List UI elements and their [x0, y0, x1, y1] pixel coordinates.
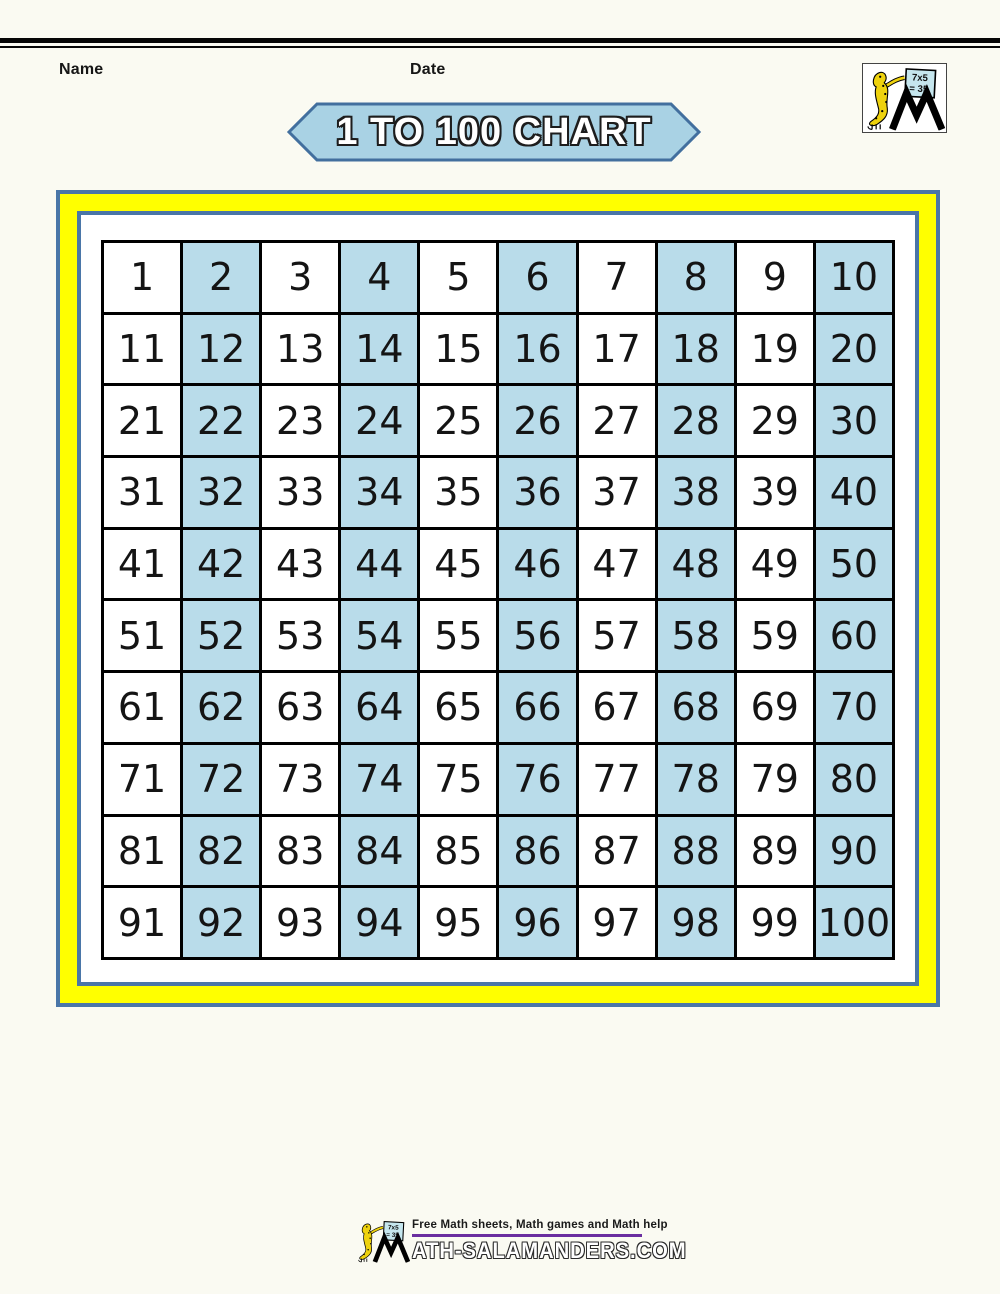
grid-cell: 58	[656, 600, 735, 672]
top-divider-thin	[0, 46, 1000, 48]
grid-cell: 97	[577, 887, 656, 959]
grid-cell: 34	[340, 457, 419, 529]
grid-cell: 60	[814, 600, 893, 672]
grid-cell: 18	[656, 313, 735, 385]
grid-cell: 68	[656, 672, 735, 744]
grid-cell: 81	[103, 815, 182, 887]
grid-row	[103, 242, 894, 314]
grid-cell: 80	[814, 743, 893, 815]
grid-cell: 74	[340, 743, 419, 815]
grid-cell: 38	[656, 457, 735, 529]
grid-cell: 37	[577, 457, 656, 529]
grid-cell: 56	[498, 600, 577, 672]
grid-cell: 75	[419, 743, 498, 815]
footer-text-block	[412, 1214, 710, 1264]
grid-cell: 29	[735, 385, 814, 457]
grid-cell: 25	[419, 385, 498, 457]
grid-cell: 79	[735, 743, 814, 815]
grid-cell: 53	[261, 600, 340, 672]
grid-cell: 54	[340, 600, 419, 672]
grid-cell: 14	[340, 313, 419, 385]
grid-cell: 32	[182, 457, 261, 529]
grid-cell: 40	[814, 457, 893, 529]
grid-row	[103, 672, 894, 744]
grid-cell: 3	[261, 242, 340, 314]
grid-cell: 15	[419, 313, 498, 385]
grid-cell: 47	[577, 528, 656, 600]
grid-cell: 71	[103, 743, 182, 815]
page-title: 1 TO 100 CHART	[336, 110, 652, 153]
grid-cell: 39	[735, 457, 814, 529]
grid-cell: 46	[498, 528, 577, 600]
grid-cell: 42	[182, 528, 261, 600]
grid-cell: 19	[735, 313, 814, 385]
grid-cell: 36	[498, 457, 577, 529]
grid-cell: 43	[261, 528, 340, 600]
grid-cell: 90	[814, 815, 893, 887]
grid-cell: 22	[182, 385, 261, 457]
grid-row	[103, 528, 894, 600]
chart-frame-inner	[77, 211, 919, 986]
grid-cell: 48	[656, 528, 735, 600]
grid-row	[103, 815, 894, 887]
grid-cell: 52	[182, 600, 261, 672]
grid-cell: 33	[261, 457, 340, 529]
grid-cell: 66	[498, 672, 577, 744]
grid-cell: 65	[419, 672, 498, 744]
footer-tagline: Free Math sheets, Math games and Math help	[412, 1219, 668, 1231]
grid-cell: 59	[735, 600, 814, 672]
grid-cell: 27	[577, 385, 656, 457]
grid-cell: 26	[498, 385, 577, 457]
grid-cell: 85	[419, 815, 498, 887]
grid-cell: 4	[340, 242, 419, 314]
grid-row	[103, 313, 894, 385]
footer-site-name: ATH-SALAMANDERS.COM	[412, 1238, 687, 1263]
grid-cell: 21	[103, 385, 182, 457]
grid-cell: 20	[814, 313, 893, 385]
grid-cell: 84	[340, 815, 419, 887]
grid-cell: 94	[340, 887, 419, 959]
grid-cell: 76	[498, 743, 577, 815]
grid-cell: 31	[103, 457, 182, 529]
grid-cell: 16	[498, 313, 577, 385]
grid-row	[103, 457, 894, 529]
number-grid	[101, 240, 895, 960]
grid-cell: 50	[814, 528, 893, 600]
grid-cell: 67	[577, 672, 656, 744]
grid-cell: 70	[814, 672, 893, 744]
footer-salamander-logo-icon	[356, 1217, 410, 1265]
site-logo	[862, 63, 947, 133]
grid-cell: 91	[103, 887, 182, 959]
grid-cell: 23	[261, 385, 340, 457]
grid-cell: 100	[814, 887, 893, 959]
grid-cell: 63	[261, 672, 340, 744]
grid-cell: 35	[419, 457, 498, 529]
grid-cell: 45	[419, 528, 498, 600]
grid-cell: 10	[814, 242, 893, 314]
name-label: Name	[59, 61, 104, 78]
date-label: Date	[410, 61, 446, 78]
grid-cell: 51	[103, 600, 182, 672]
title-banner	[287, 101, 701, 163]
grid-cell: 86	[498, 815, 577, 887]
grid-cell: 95	[419, 887, 498, 959]
grid-row	[103, 887, 894, 959]
grid-cell: 83	[261, 815, 340, 887]
grid-cell: 89	[735, 815, 814, 887]
grid-cell: 44	[340, 528, 419, 600]
grid-cell: 41	[103, 528, 182, 600]
grid-cell: 9	[735, 242, 814, 314]
grid-row	[103, 600, 894, 672]
grid-cell: 57	[577, 600, 656, 672]
salamander-logo-icon	[864, 65, 945, 131]
grid-cell: 88	[656, 815, 735, 887]
grid-cell: 72	[182, 743, 261, 815]
grid-row	[103, 743, 894, 815]
grid-cell: 64	[340, 672, 419, 744]
grid-cell: 69	[735, 672, 814, 744]
grid-cell: 30	[814, 385, 893, 457]
grid-cell: 87	[577, 815, 656, 887]
grid-cell: 92	[182, 887, 261, 959]
grid-cell: 96	[498, 887, 577, 959]
grid-cell: 49	[735, 528, 814, 600]
number-grid-body	[103, 242, 894, 959]
grid-cell: 28	[656, 385, 735, 457]
grid-cell: 77	[577, 743, 656, 815]
grid-cell: 78	[656, 743, 735, 815]
grid-cell: 62	[182, 672, 261, 744]
grid-cell: 73	[261, 743, 340, 815]
grid-cell: 98	[656, 887, 735, 959]
grid-cell: 99	[735, 887, 814, 959]
grid-cell: 2	[182, 242, 261, 314]
grid-cell: 12	[182, 313, 261, 385]
footer-divider	[412, 1234, 642, 1237]
grid-cell: 17	[577, 313, 656, 385]
grid-cell: 93	[261, 887, 340, 959]
grid-cell: 24	[340, 385, 419, 457]
grid-cell: 8	[656, 242, 735, 314]
grid-cell: 82	[182, 815, 261, 887]
grid-cell: 11	[103, 313, 182, 385]
grid-cell: 5	[419, 242, 498, 314]
grid-cell: 55	[419, 600, 498, 672]
grid-cell: 7	[577, 242, 656, 314]
top-divider-thick	[0, 38, 1000, 43]
grid-cell: 6	[498, 242, 577, 314]
grid-row	[103, 385, 894, 457]
chart-frame-outer	[56, 190, 940, 1007]
grid-cell: 61	[103, 672, 182, 744]
grid-cell: 1	[103, 242, 182, 314]
footer	[356, 1214, 710, 1265]
grid-cell: 13	[261, 313, 340, 385]
